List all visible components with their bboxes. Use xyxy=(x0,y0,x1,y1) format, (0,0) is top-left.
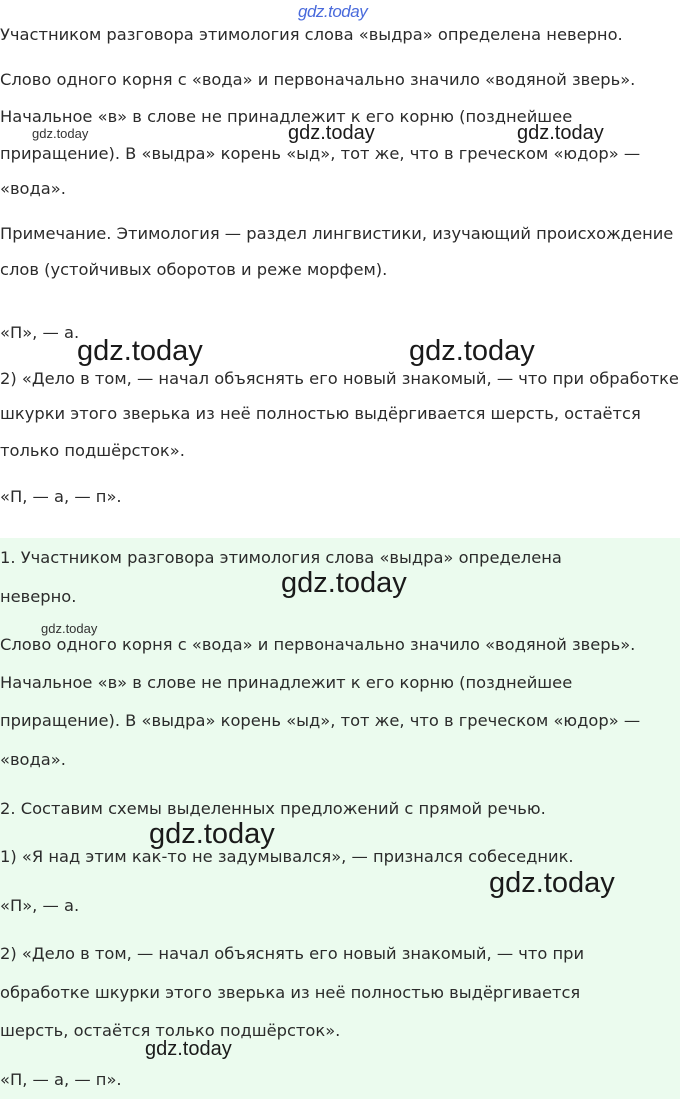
watermark: gdz.today xyxy=(281,567,407,599)
text-line: шкурки этого зверька из неё полностью выдёргивается шерсть, остаётся xyxy=(0,404,641,423)
watermark: gdz.today xyxy=(32,126,89,141)
text-line: «П, — а, — п». xyxy=(0,1070,122,1089)
text-line: 1. Участником разговора этимология слова «выдра» определена xyxy=(0,548,562,567)
text-line: «П», — а. xyxy=(0,896,80,915)
text-line: Начальное «в» в слове не принадлежит к его корню (позднейшее xyxy=(0,673,573,692)
text-line: 1) «Я над этим как-то не задумывался», — признался собеседник. xyxy=(0,847,574,866)
text-line: слов (устойчивых оборотов и реже морфем). xyxy=(0,260,388,279)
watermark: gdz.today xyxy=(288,122,375,144)
watermark: gdz.today xyxy=(517,122,604,144)
text-line: «вода». xyxy=(0,750,66,769)
text-line: Слово одного корня с «вода» и первоначально значило «водяной зверь». xyxy=(0,70,636,89)
text-line: «П, — а, — п». xyxy=(0,487,122,506)
text-line: Начальное «в» в слове не принадлежит к его корню (позднейшее xyxy=(0,107,573,126)
text-line: обработке шкурки этого зверька из неё полностью выдёргивается xyxy=(0,983,581,1002)
text-line: «П», — а. xyxy=(0,323,80,342)
text-line: Примечание. Этимология — раздел лингвистики, изучающий происхождение xyxy=(0,224,674,243)
text-line: 2. Составим схемы выделенных предложений с прямой речью. xyxy=(0,799,546,818)
text-line: «вода». xyxy=(0,179,66,198)
text-line: приращение). В «выдра» корень «ыд», тот же, что в греческом «юдор» — xyxy=(0,144,641,163)
text-line: 2) «Дело в том, — начал объяснять его новый знакомый, — что при обработке xyxy=(0,369,679,388)
text-line: неверно. xyxy=(0,587,77,606)
watermark: gdz.today xyxy=(145,1038,232,1060)
watermark: gdz.today xyxy=(489,867,615,899)
text-line: приращение). В «выдра» корень «ыд», тот же, что в греческом «юдор» — xyxy=(0,711,641,730)
text-line: 2) «Дело в том, — начал объяснять его новый знакомый, — что при xyxy=(0,944,585,963)
text-line: Участником разговора этимология слова «выдра» определена неверно. xyxy=(0,25,623,44)
text-line: Слово одного корня с «вода» и первоначально значило «водяной зверь». xyxy=(0,635,636,654)
watermark: gdz.today xyxy=(149,818,275,850)
text-line: шерсть, остаётся только подшёрсток». xyxy=(0,1021,341,1040)
watermark-logo: gdz.today xyxy=(298,2,368,21)
text-line: только подшёрсток». xyxy=(0,441,185,460)
watermark: gdz.today xyxy=(409,335,535,367)
watermark: gdz.today xyxy=(41,621,98,636)
watermark: gdz.today xyxy=(77,335,203,367)
